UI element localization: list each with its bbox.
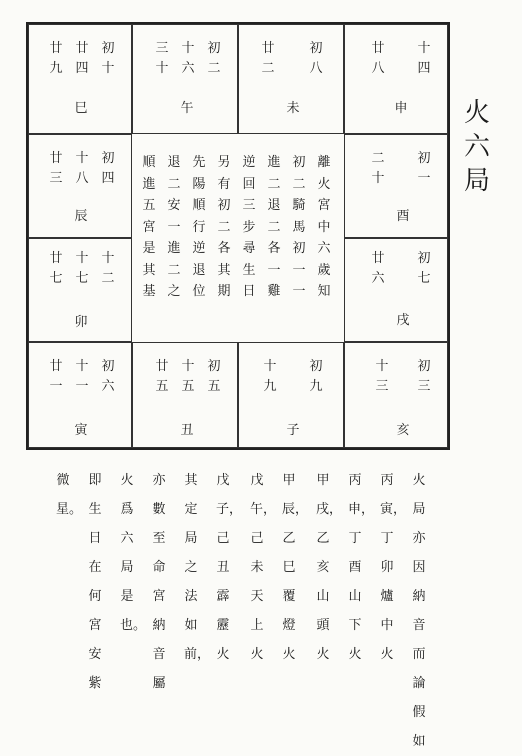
palace-yin xyxy=(28,342,132,448)
palace-branch-label: 午 xyxy=(180,101,194,116)
palace-date-column: 三十 xyxy=(155,41,169,76)
palace-date-column: 十七 xyxy=(75,251,89,286)
palace-shen xyxy=(344,24,448,134)
rhyme-column: 初二騎馬初一一 xyxy=(292,155,306,299)
palace-branch-label: 戌 xyxy=(396,313,410,328)
palace-date-column: 初二 xyxy=(207,41,221,76)
palace-zi xyxy=(238,342,344,448)
palace-wei xyxy=(238,24,344,134)
palace-date-column: 初九 xyxy=(309,359,323,394)
palace-date-column: 十五 xyxy=(181,359,195,394)
palace-date-column: 廿六 xyxy=(371,251,385,286)
palace-date-column: 初四 xyxy=(101,151,115,186)
palace-date-column: 十一 xyxy=(75,359,89,394)
palace-branch-label: 巳 xyxy=(74,101,88,116)
palace-date-column: 初三 xyxy=(417,359,431,394)
palace-branch-label: 寅 xyxy=(74,423,88,438)
rhyme-column: 另有初二各其期 xyxy=(217,155,231,299)
text-column: 火爲六局是也。 xyxy=(120,473,147,633)
rhyme-column: 進二退二各一雞 xyxy=(267,155,281,299)
palace-date-column: 十八 xyxy=(75,151,89,186)
text-column: 甲辰，乙巳覆燈火 xyxy=(282,473,309,662)
palace-date-column: 二十 xyxy=(371,151,385,186)
palace-date-column: 廿八 xyxy=(371,41,385,76)
palace-date-column: 廿九 xyxy=(49,41,63,76)
text-column: 亦數至命宮納音屬 xyxy=(152,473,166,691)
palace-date-column: 十九 xyxy=(263,359,277,394)
text-column: 戊子，己丑霹靂火 xyxy=(216,473,243,662)
palace-branch-label: 未 xyxy=(286,101,300,116)
palace-date-column: 廿一 xyxy=(49,359,63,394)
palace-date-column: 廿五 xyxy=(155,359,169,394)
palace-si xyxy=(28,24,132,134)
palace-branch-label: 申 xyxy=(394,101,408,116)
palace-hai xyxy=(344,342,448,448)
text-column: 丙寅，丁卯爐中火 xyxy=(380,473,407,662)
palace-branch-label: 酉 xyxy=(396,209,410,224)
palace-branch-label: 卯 xyxy=(74,315,88,330)
palace-date-column: 初六 xyxy=(101,359,115,394)
text-column: 微星。 xyxy=(56,473,83,517)
center-rhyme xyxy=(132,134,344,342)
palace-date-column: 初八 xyxy=(309,41,323,76)
palace-date-column: 廿七 xyxy=(49,251,63,286)
palace-branch-label: 亥 xyxy=(396,423,410,438)
palace-date-column: 十四 xyxy=(417,41,431,76)
text-column: 火局亦因納音而論假如 xyxy=(412,473,426,749)
palace-you xyxy=(344,134,448,238)
rhyme-column: 先陽順行逆退位 xyxy=(192,155,206,299)
palace-chart xyxy=(26,22,450,450)
palace-branch-label: 辰 xyxy=(74,209,88,224)
palace-date-column: 廿四 xyxy=(75,41,89,76)
palace-xu xyxy=(344,238,448,342)
rhyme-column: 離火宮中六歲知 xyxy=(317,155,331,299)
palace-date-column: 初五 xyxy=(207,359,221,394)
palace-branch-label: 子 xyxy=(286,423,300,438)
text-column: 即生日在何宮安紫 xyxy=(88,473,102,691)
text-column: 戊午，己未天上火 xyxy=(250,473,277,662)
palace-chen xyxy=(28,134,132,238)
palace-date-column: 初十 xyxy=(101,41,115,76)
palace-wu xyxy=(132,24,238,134)
text-column: 甲戌，乙亥山頭火 xyxy=(316,473,343,662)
text-column: 其定局之法如前， xyxy=(184,473,211,662)
palace-date-column: 初七 xyxy=(417,251,431,286)
rhyme-column: 退二安一進二之 xyxy=(167,155,181,299)
page-title: 火六局 xyxy=(463,98,490,196)
palace-date-column: 十二 xyxy=(101,251,115,286)
palace-date-column: 初一 xyxy=(417,151,431,186)
rhyme-column: 逆回三步尋生日 xyxy=(242,155,256,299)
palace-date-column: 十三 xyxy=(375,359,389,394)
text-column: 丙申，丁酉山下火 xyxy=(348,473,375,662)
palace-chou xyxy=(132,342,238,448)
palace-date-column: 廿二 xyxy=(261,41,275,76)
palace-date-column: 廿三 xyxy=(49,151,63,186)
palace-date-column: 十六 xyxy=(181,41,195,76)
rhyme-column: 順進五宮是其基 xyxy=(142,155,156,299)
palace-branch-label: 丑 xyxy=(180,423,194,438)
palace-mao xyxy=(28,238,132,342)
